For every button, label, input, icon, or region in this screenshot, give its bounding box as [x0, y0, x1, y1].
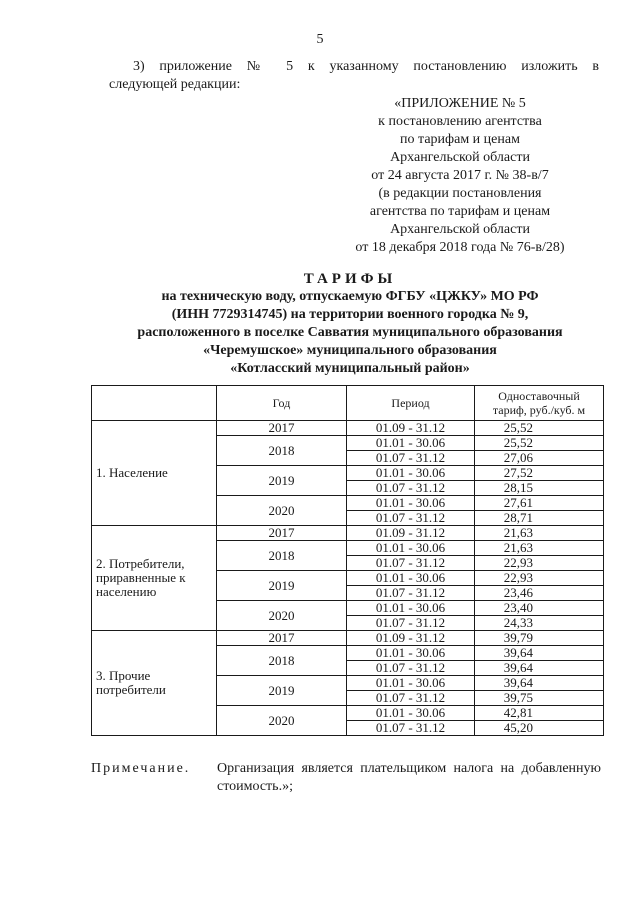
tariff-value-cell: 27,61	[475, 496, 604, 511]
heading-line: на техническую воду, отпускаемую ФГБУ «ЦЖКУ» МО РФ	[161, 289, 539, 304]
tariff-value-cell: 39,64	[475, 646, 604, 661]
period-cell: 01.01 - 30.06	[347, 706, 475, 721]
tariff-value-cell: 42,81	[475, 706, 604, 721]
period-cell: 01.07 - 31.12	[347, 616, 475, 631]
year-cell: 2017	[217, 421, 347, 436]
period-cell: 01.09 - 31.12	[347, 526, 475, 541]
heading-line: расположенного в поселке Савватия муниципального образования	[137, 325, 563, 340]
tariff-value-cell: 39,64	[475, 661, 604, 676]
heading-line: «Черемушское» муниципального образования	[203, 343, 497, 358]
category-cell	[92, 631, 217, 736]
category-line: 3. Прочие	[96, 668, 151, 683]
period-cell: 01.01 - 30.06	[347, 436, 475, 451]
category-line: потребители	[96, 682, 166, 697]
tariff-value-cell: 22,93	[475, 556, 604, 571]
tariff-value-cell: 39,64	[475, 676, 604, 691]
period-cell: 01.07 - 31.12	[347, 586, 475, 601]
category-cell	[92, 421, 217, 526]
period-cell: 01.01 - 30.06	[347, 646, 475, 661]
heading-line: (ИНН 7729314745) на территории военного городка № 9,	[171, 307, 529, 322]
tariff-value-cell: 21,63	[475, 526, 604, 541]
tariff-value-cell: 28,15	[475, 481, 604, 496]
period-cell: 01.07 - 31.12	[347, 451, 475, 466]
tariff-value-cell: 39,75	[475, 691, 604, 706]
tariff-value-cell: 23,46	[475, 586, 604, 601]
period-cell: 01.09 - 31.12	[347, 421, 475, 436]
period-cell: 01.09 - 31.12	[347, 631, 475, 646]
header-category	[92, 386, 217, 421]
period-cell: 01.01 - 30.06	[347, 571, 475, 586]
appendix-header	[330, 95, 590, 257]
tariff-value-cell: 28,71	[475, 511, 604, 526]
table-row	[92, 421, 604, 436]
tariff-value-cell: 25,52	[475, 421, 604, 436]
year-cell: 2018	[217, 541, 347, 571]
year-cell: 2020	[217, 601, 347, 631]
tariff-value-cell: 23,40	[475, 601, 604, 616]
year-cell: 2017	[217, 526, 347, 541]
table-row	[92, 526, 604, 541]
heading-line: «Котласский муниципальный район»	[230, 361, 470, 376]
table-row	[92, 631, 604, 646]
tariff-value-cell: 21,63	[475, 541, 604, 556]
year-cell: 2019	[217, 571, 347, 601]
category-cell	[92, 526, 217, 631]
appendix-line: по тарифам и ценам	[400, 132, 520, 147]
appendix-line: агентства по тарифам и ценам	[369, 204, 551, 219]
header-period: Период	[347, 386, 475, 421]
appendix-line: «ПРИЛОЖЕНИЕ № 5	[394, 96, 526, 111]
period-cell: 01.07 - 31.12	[347, 511, 475, 526]
year-cell: 2019	[217, 676, 347, 706]
tariff-value-cell: 27,06	[475, 451, 604, 466]
intro-line-2: следующей редакции:	[109, 77, 241, 92]
table-header-row	[92, 386, 604, 421]
category-line: 2. Потребители,	[96, 556, 185, 571]
header-tariff	[475, 386, 604, 421]
category-line: населению	[96, 584, 157, 599]
tariff-value-cell: 39,79	[475, 631, 604, 646]
period-cell: 01.01 - 30.06	[347, 601, 475, 616]
period-cell: 01.01 - 30.06	[347, 496, 475, 511]
appendix-line: к постановлению агентства	[378, 114, 542, 129]
period-cell: 01.01 - 30.06	[347, 676, 475, 691]
year-cell: 2018	[217, 646, 347, 676]
period-cell: 01.07 - 31.12	[347, 556, 475, 571]
note-label: Примечание.	[91, 761, 191, 776]
tariff-table	[91, 385, 604, 736]
year-cell: 2018	[217, 436, 347, 466]
page-number: 5	[316, 32, 324, 47]
appendix-line: от 24 августа 2017 г. № 38-в/7	[371, 168, 549, 183]
appendix-line: Архангельской области	[390, 222, 530, 237]
header-tariff-line1: Одноставочный	[498, 389, 580, 403]
year-cell: 2019	[217, 466, 347, 496]
period-cell: 01.07 - 31.12	[347, 661, 475, 676]
tariff-table-body	[92, 421, 604, 736]
tariff-value-cell: 22,93	[475, 571, 604, 586]
heading-title: ТАРИФЫ	[303, 271, 397, 287]
note-line-1: Организация является плательщиком налога на добавленную	[217, 761, 601, 776]
intro-line-1: 3) приложение № 5 к указанному постановлению изложить в	[133, 59, 599, 74]
period-cell: 01.01 - 30.06	[347, 466, 475, 481]
period-cell: 01.01 - 30.06	[347, 541, 475, 556]
period-cell: 01.07 - 31.12	[347, 691, 475, 706]
category-line: приравненные к	[96, 570, 186, 585]
tariff-value-cell: 24,33	[475, 616, 604, 631]
header-year: Год	[217, 386, 347, 421]
appendix-line: Архангельской области	[390, 150, 530, 165]
appendix-line: от 18 декабря 2018 года № 76-в/28)	[355, 240, 565, 255]
intro-paragraph	[109, 58, 599, 94]
tariff-value-cell: 27,52	[475, 466, 604, 481]
header-tariff-line2: тариф, руб./куб. м	[492, 403, 586, 417]
category-line: 1. Население	[96, 465, 168, 480]
year-cell: 2017	[217, 631, 347, 646]
tariff-value-cell: 45,20	[475, 721, 604, 736]
period-cell: 01.07 - 31.12	[347, 481, 475, 496]
year-cell: 2020	[217, 496, 347, 526]
year-cell: 2020	[217, 706, 347, 736]
document-heading	[100, 270, 600, 378]
appendix-line: (в редакции постановления	[378, 186, 542, 201]
period-cell: 01.07 - 31.12	[347, 721, 475, 736]
tariff-value-cell: 25,52	[475, 436, 604, 451]
note-text	[217, 760, 601, 796]
note-line-2: стоимость.»;	[217, 779, 293, 794]
